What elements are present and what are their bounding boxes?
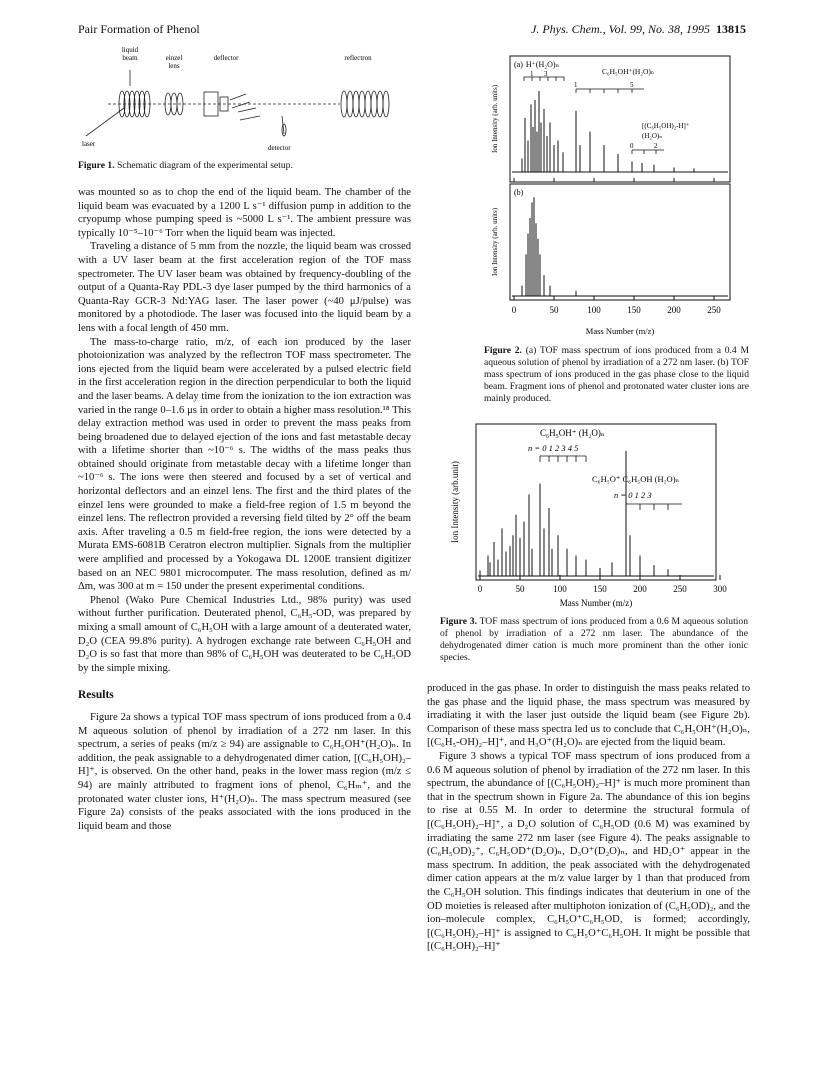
paragraph: Traveling a distance of 5 mm from the nozzle, the liquid beam was crossed with a UV laser beam at the first acceleration region of the TOF mass spectrometer. The UV laser beam was obtained by frequency-doubling of the output of a Quanta-Ray PDL-3 dye laser pumped by the third harmonics of a Quanta-Ray GCR-3 Nd:YAG laser. The laser power (~40 μJ/pulse) was monitored by a photodiode. The laser was focused into the liquid beam by a lens with a focal length of 450 mm.: [78, 241, 411, 334]
figure3-frame: [476, 424, 716, 580]
panel-b-frame: [510, 184, 730, 300]
paragraph: produced in the gas phase. In order to distinguish the mass peaks related to the gas phase and the liquid phase, the mass spectrum was measured by irradiating it with the laser just outside the liquid beam (see Figure 2b). Comparison of these mass spectra led us to conclude that C₆H₅OH⁺(H₂O)ₙ, [(C₆H₅-OH)₂–H]⁺, and H₃O⁺(H₂O)ₙ are ejected from the liquid beam.: [427, 683, 750, 749]
label-detector: detector: [268, 144, 291, 152]
label-liquid-beam: liquid beam: [121, 46, 139, 62]
figure3-caption: [440, 616, 748, 664]
comb-label: 1: [574, 81, 578, 89]
series-label-phenol-water: C₆H₅OH⁺ (H₂O)ₙ: [540, 428, 605, 438]
x-tick-label: 100: [587, 305, 601, 315]
comb-label: 5: [630, 81, 634, 89]
panel-a-label: (a) H⁺(H₂O)ₙ: [514, 60, 560, 69]
x-tick-label: 250: [673, 584, 687, 594]
series-n-labels: n = 0 1 2 3: [614, 490, 652, 500]
section-heading: Results: [78, 689, 114, 702]
right-column: [427, 682, 750, 954]
paragraph: Figure 3 shows a typical TOF mass spectrum of ions produced from a 0.6 M aqueous solution of phenol by irradiation of the 272 nm laser. In this spectrum, the abundance of [(C₆H₅OH)₂–H]⁺ is much more prominent than that in the spectrum shown in Figure 2a. The abundance of this ion begins to rise at 0.55 M. In order to determine the structural formula of [(C₆H₅OH)₂–H]⁺, a D₂O solution of C₆H₅OD (0.6 M) was examined by irradiating the same 272 nm laser (see Figure 4). The peaks assignable to (C₆H₅OD)₂⁺, C₆H₅OD⁺(D₂O)ₙ, D₃O⁺(D₂O)ₙ, and HD₂O⁺ appear in the mass spectrum. In addition, the peak associated with the dehydrogenated dimer cation appears at the m/z value larger by 1 than that produced from the C₆H₅OH solution. This findings indicates that deuterium in one of the OD moieties is released after multiphoton ionization of (C₆H₅OD)₂, and the ion–molecule complex, C₆H₅O⁺C₆H₅OD, is formed; accordingly, [(C₆H₅OH)₂–H]⁺ is assigned to C₆H₅O⁺C₆H₅OH. It might be possible that [(C₆H₅OH)₂–H]⁺: [427, 750, 750, 953]
x-tick-label: 0: [477, 584, 483, 594]
figure3-caption-label: Figure 3.: [440, 616, 477, 627]
series-label-dimer-water: C₆H₅O⁺ C₆H₅OH (H₂O)ₙ: [592, 474, 680, 484]
figure3-caption-text: TOF mass spectrum of ions produced from a 0.6 M aqueous solution of phenol by irradiation of a 272 nm laser. The abundance of the dehydrogenated dimer cation is much more prominent than the other ionic species.: [440, 616, 748, 663]
x-tick-label: 0: [511, 305, 517, 315]
figure2-caption-label: Figure 2.: [484, 345, 522, 356]
y-axis-label: Ion Intensity (arb.unit): [450, 461, 460, 543]
figure2-caption: [484, 345, 749, 405]
x-tick-label: 300: [713, 584, 727, 594]
running-title: Pair Formation of Phenol: [78, 22, 200, 36]
series-label-phenol: C₆H₅OH⁺(H₂O)ₙ: [602, 67, 655, 76]
figure1-schematic: [78, 42, 408, 157]
label-laser: laser: [82, 140, 96, 148]
label-deflector: deflector: [213, 54, 239, 62]
figure1-caption: [78, 160, 418, 172]
x-tick-label: 50: [549, 305, 559, 315]
label-einzel-lens: einzel lens: [165, 54, 183, 70]
label-reflectron: reflectron: [344, 54, 372, 62]
figure1-caption-label: Figure 1.: [78, 160, 115, 171]
x-tick-label: 100: [553, 584, 567, 594]
paragraph: Figure 2a shows a typical TOF mass spectrum of ions produced from a 0.4 M aqueous solution of phenol by irradiation of a 272 nm laser. In this spectrum, a series of peaks (m/z ≥ 94) are assignable to C₆H₅OH⁺(H₂O)ₙ. In addition, the peak assignable to a dehydrogenated dimer cation, [(C₆H₅OH)₂–H]⁺, is observed. On the other hand, peaks in the lower mass region (m/z ≤ 94) are mainly attributed to fragment ions of phenol, C₆Hₘ⁺, and the protonated water cluster ions, H⁺(H₂O)ₙ. The mass spectrum measured (see Figure 2a) consists of the peaks associated with the ions produced in the liquid beam and those: [78, 711, 411, 832]
x-tick-label: 250: [707, 305, 721, 315]
left-column: [78, 186, 411, 833]
figure2-chart: [484, 52, 756, 344]
y-axis-label: Ion Intensity (arb. units): [491, 84, 499, 154]
x-axis-label: Mass Number (m/z): [559, 598, 633, 608]
paragraph: was mounted so as to chop the end of the liquid beam. The chamber of the liquid beam was evacuated by a 1200 L s⁻¹ diffusion pump in addition to the cryopump whose pumping speed is ~5000 L s⁻¹. The ambient pressure was typically 10⁻⁵–10⁻⁶ Torr when the liquid beam was injected.: [78, 187, 411, 239]
figure3-chart: [440, 420, 750, 616]
x-axis-label: Mass Number (m/z): [585, 326, 655, 336]
comb-label: 2: [654, 142, 658, 150]
comb-label: 1: [530, 70, 534, 78]
y-axis-label: Ion Intensity (arb. units): [491, 207, 499, 277]
x-tick-label: 200: [667, 305, 681, 315]
series-label-dimer-water: (H₂O)ₙ: [642, 132, 663, 140]
paragraph: The mass-to-charge ratio, m/z, of each ion produced by the laser photoionization was analyzed by the reflectron TOF mass spectrometer. The ions ejected from the liquid beam were accelerated by a pulsed electric field in the first acceleration region in the direction perpendicular to both the liquid and the laser beams. A delay time from the ionization to the ion extraction was varied in the range 0–1.6 μs in order to obtain a higher mass resolution.¹⁸ This delay extraction method was used in order to prevent the mass peaks from being broadened due to delayed ejection of the ions and fast metastable decay with a lifetime shorter than ~10⁻⁶ s. The widths of the mass peaks thus obtained should originate from metastable decay with a lifetime longer than ~10⁻⁶ s. The ions were then steered and focused by a set of vertical and horizontal deflectors and an einzel lens. The first and the third plates of the einzel lens were grounded to make a field-free region of 1.5 m beyond the einzel lens. The reflectron provided a reversing field tilted by 2° off the beam axis. After traveling a 0.5 m field-free region, the ions were detected by a Murata EMS-6081B Ceratron electron multiplier. Signals from the multiplier were amplified and processed by a Yokogawa DL 1200E transient digitizer based on an NEC 9801 microcomputer. The mass resolution, defined as m/Δm, was 300 at m = 150 under the present experimental conditions.: [78, 336, 411, 593]
journal-citation: [531, 22, 746, 37]
paragraph: Phenol (Wako Pure Chemical Industries Ltd., 98% purity) was used without further purification. Deuterated phenol, C₆H₅-OD, was prepared by mixing a small amount of C₆H₅OH with a large amount of a deuterated water, D₂O (CEA 99.8% purity). A hydrogen exchange rate between C₆H₅OH and D₂O is so fast that more than 98% of C₆H₅OH was deuterated to be C₆H₅OD by the simple mixing.: [78, 594, 411, 674]
journal-name: J. Phys. Chem., Vol. 99, No. 38, 1995: [531, 22, 710, 36]
x-tick-label: 50: [515, 584, 525, 594]
x-tick-label: 200: [633, 584, 647, 594]
series-n-labels: n = 0 1 2 3 4 5: [528, 443, 579, 453]
comb-label: 3: [544, 70, 548, 78]
x-tick-label: 150: [627, 305, 641, 315]
figure1-caption-text: Schematic diagram of the experimental setup.: [117, 160, 293, 171]
panel-b-label: (b): [514, 188, 524, 197]
series-label-dimer: [(C₆H₅OH)₂-H]⁺: [642, 122, 690, 130]
x-tick-label: 150: [593, 584, 607, 594]
comb-label: 0: [630, 142, 634, 150]
page-number: 13815: [716, 22, 746, 36]
figure2-caption-text: (a) TOF mass spectrum of ions produced from a 0.4 M aqueous solution of phenol by irradiation of a 272 nm laser. (b) TOF mass spectrum of ions produced in the gas phase close to the liquid beam. Fragment ions of phenol and protonated water cluster ions are mainly produced.: [484, 345, 749, 404]
